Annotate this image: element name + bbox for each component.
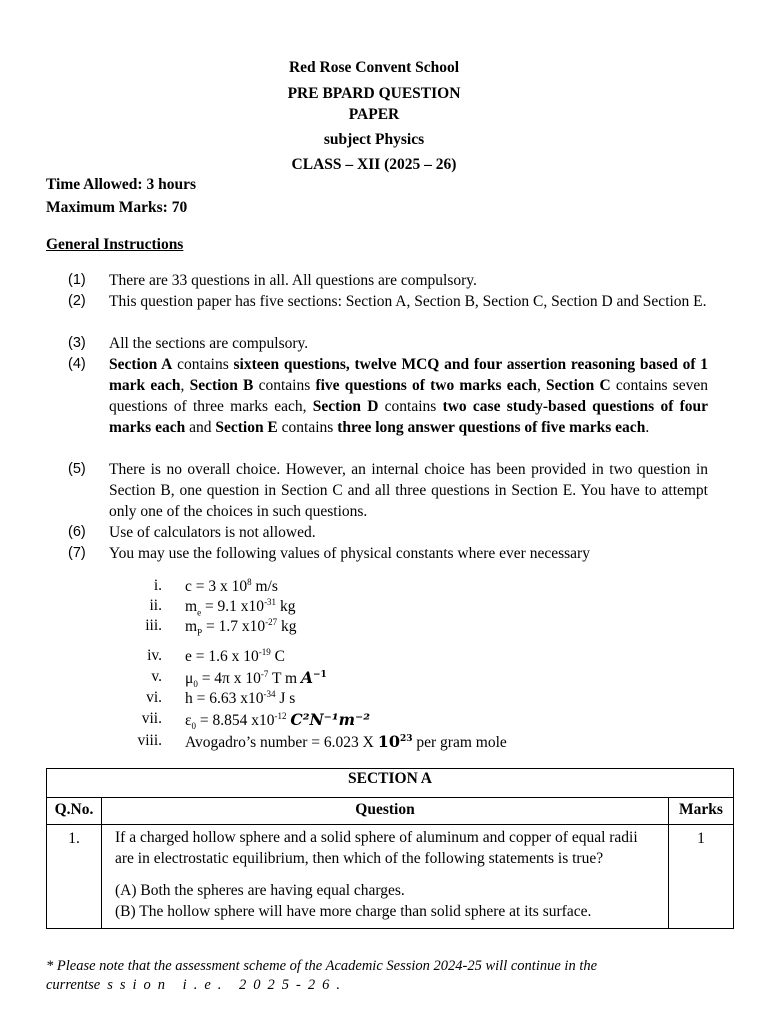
constant-value: $m_P = 1.7$ $x10^{-27}$ kg bbox=[185, 617, 297, 638]
instruction-text: There is no overall choice. However, an internal choice has been provided in two question in Section B, one question in Section C and all three questions in Section E. You have to attempt only one of the choices in such questions. bbox=[109, 461, 708, 520]
option-a: (A) Both the spheres are having equal charges. bbox=[115, 882, 405, 899]
constant-item: i. c = 3 x $10^8$ m/s bbox=[153, 577, 278, 596]
constant-item: viii. Avogadro’s number = 6.023 X $10^{23}$ per gram mole bbox=[137, 732, 507, 751]
class-line: CLASS – XII (2025 – 26) bbox=[291, 156, 457, 173]
instruction-item bbox=[68, 270, 708, 291]
instruction-item bbox=[68, 354, 708, 438]
constant-value: $m_e = 9.1$ $x10^{-31}$ kg bbox=[185, 597, 296, 618]
instruction-text: Use of calculators is not allowed. bbox=[109, 524, 316, 541]
section-a-table bbox=[46, 768, 734, 929]
constant-item: v. $\mu_0 = 4\pi$ x $10^{-7}$ T m $A^{-1}$ bbox=[151, 668, 327, 690]
table-row bbox=[47, 825, 734, 929]
instruction-text: All the sections are compulsory. bbox=[109, 335, 309, 352]
constant-value: c = 3 x $10^8$ m/s bbox=[185, 577, 278, 596]
instruction-number: (3) bbox=[68, 335, 86, 351]
question-marks: 1 bbox=[669, 825, 734, 929]
constant-item: iv. e = 1.6 x $10^{-19}$ C bbox=[147, 647, 285, 666]
qno-header: Q.No. bbox=[47, 798, 102, 825]
footer-note bbox=[46, 957, 726, 995]
constant-value: e = 1.6 x $10^{-19}$ C bbox=[185, 647, 285, 666]
instruction-item bbox=[68, 291, 708, 312]
subject-line: subject Physics bbox=[323, 131, 425, 148]
time-allowed: Time Allowed: 3 hours bbox=[46, 176, 196, 193]
instruction-number: (2) bbox=[68, 293, 86, 309]
footer-note-line2: currentsession i.e. 2025-26. bbox=[46, 977, 347, 993]
instruction-number: (4) bbox=[68, 356, 86, 372]
section-a-heading: SECTION A bbox=[47, 769, 734, 798]
constant-value: $\varepsilon_0 = 8.854$ $x10^{-12}$ C²N⁻¹m⁻² bbox=[185, 710, 371, 732]
option-b: (B) The hollow sphere will have more charge than solid sphere at its surface. bbox=[115, 903, 592, 920]
school-name: Red Rose Convent School bbox=[288, 59, 460, 76]
question-header: Question bbox=[102, 798, 669, 825]
question-number: 1. bbox=[47, 825, 102, 929]
instruction-item bbox=[68, 522, 708, 543]
instruction-number: (1) bbox=[68, 272, 86, 288]
constant-item: vii. $\varepsilon_0 = 8.854$ $x10^{-12}$ C²N⁻¹m⁻² bbox=[141, 710, 371, 732]
instruction-text-sections: Section A contains sixteen questions, twelve MCQ and four assertion reasoning based of 1 mark each, Section B contains five questions of two marks each, Section C contains seven questions of three marks each, Section D contains two case study-based questions of four marks each and Section E contains three long answer questions of five marks each. bbox=[109, 356, 709, 436]
paper-title-line2: PAPER bbox=[348, 106, 400, 123]
instruction-number: (5) bbox=[68, 461, 86, 477]
instruction-number: (7) bbox=[68, 545, 86, 561]
constant-value: Avogadro’s number = 6.023 X $10^{23}$ per gram mole bbox=[185, 732, 507, 751]
instruction-item bbox=[68, 333, 708, 354]
constant-item: ii. $m_e = 9.1$ $x10^{-31}$ kg bbox=[149, 597, 296, 618]
constant-value: h = 6.63 $x10^{-34}$ J s bbox=[185, 689, 296, 708]
instruction-item bbox=[68, 543, 708, 564]
maximum-marks: Maximum Marks: 70 bbox=[46, 199, 188, 216]
footer-note-line1: * Please note that the assessment scheme of the Academic Session 2024-25 will continue in the bbox=[46, 958, 598, 974]
question-text: If a charged hollow sphere and a solid sphere of aluminum and copper of equal radii are in electrostatic equilibrium, then which of the following statements is true? bbox=[115, 829, 638, 867]
instruction-number: (6) bbox=[68, 524, 86, 540]
constant-item: iii. $m_P = 1.7$ $x10^{-27}$ kg bbox=[145, 617, 297, 638]
instruction-text: This question paper has five sections: Section A, Section B, Section C, Section D and Section E. bbox=[109, 293, 707, 310]
general-instructions-heading: General Instructions bbox=[46, 236, 184, 253]
instruction-text: You may use the following values of physical constants where ever necessary bbox=[109, 545, 590, 562]
question-cell bbox=[102, 825, 669, 929]
paper-title-line1: PRE BPARD QUESTION bbox=[287, 85, 461, 102]
constant-item: vi. h = 6.63 $x10^{-34}$ J s bbox=[146, 689, 296, 708]
instruction-item bbox=[68, 459, 708, 522]
marks-header: Marks bbox=[669, 798, 734, 825]
instruction-text: There are 33 questions in all. All questions are compulsory. bbox=[109, 272, 477, 289]
constant-value: $\mu_0 = 4\pi$ x $10^{-7}$ T m $A^{-1}$ bbox=[185, 668, 327, 690]
